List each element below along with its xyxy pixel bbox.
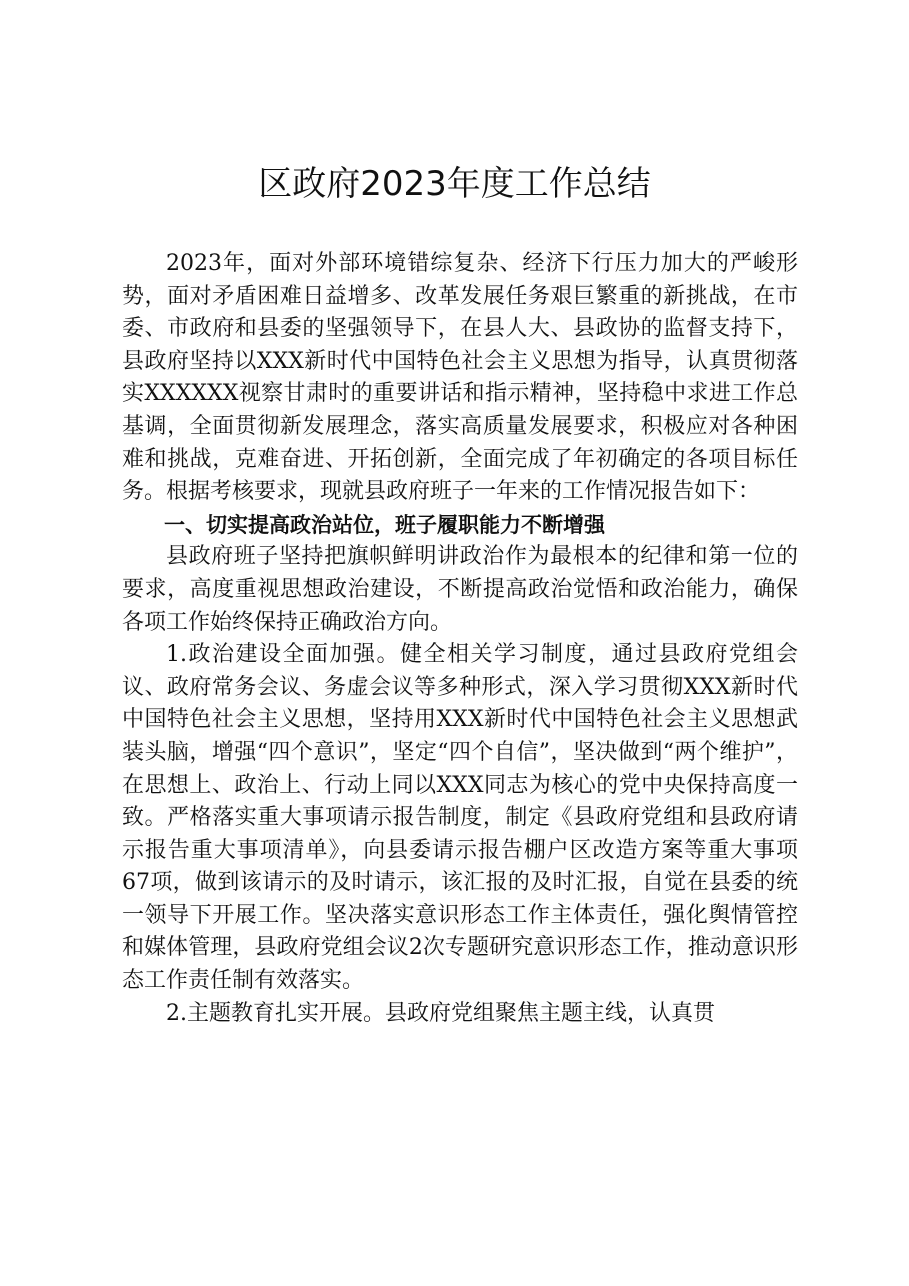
item-1-paragraph: 1.政治建设全面加强。健全相关学习制度，通过县政府党组会议、政府常务会议、务虚会议等多种形式，深入学习贯彻XXX新时代中国特色社会主义思想，坚持用XXX新时代中国特色社会主义思想武装头脑，增强“四个意识”，坚定“四个自信”，坚决做到“两个维护”，在思想上、政治上、行动上同以XXX同志为核心的党中央保持高度一致。严格落实重大事项请示报告制度，制定《县政府党组和县政府请示报告重大事项清单》，向县委请示报告棚户区改造方案等重大事项67项，做到该请示的及时请示，该汇报的及时汇报，自觉在县委的统一领导下开展工作。坚决落实意识形态工作主体责任，强化舆情管控和媒体管理，县政府党组会议2次专题研究意识形态工作，推动意识形态工作责任制有效落实。	[122, 642, 798, 994]
intro-paragraph: 2023年，面对外部环境错综复杂、经济下行压力加大的严峻形势，面对矛盾困难日益增多、改革发展任务艰巨繁重的新挑战，在市委、市政府和县委的坚强领导下，在县人大、县政协的监督支持下，县政府坚持以XXX新时代中国特色社会主义思想为指导，认真贯彻落实XXXXXX视察甘肃时的重要讲话和指示精神，坚持稳中求进工作总基调，全面贯彻新发展理念，落实高质量发展要求，积极应对各种困难和挑战，克难奋进、开拓创新，全面完成了年初确定的各项目标任务。根据考核要求，现就县政府班子一年来的工作情况报告如下：	[122, 251, 798, 505]
item-2-paragraph: 2.主题教育扎实开展。县政府党组聚焦主题主线，认真贯	[166, 1000, 715, 1026]
section-1-intro-paragraph: 县政府班子坚持把旗帜鲜明讲政治作为最根本的纪律和第一位的要求，高度重视思想政治建设，不断提高政治觉悟和政治能力，确保各项工作始终保持正确政治方向。	[122, 544, 798, 635]
section-heading-1: 一、切实提高政治站位，班子履职能力不断增强	[164, 512, 605, 537]
document-body	[122, 248, 798, 1030]
document-title: 区政府2023年度工作总结	[258, 164, 651, 204]
